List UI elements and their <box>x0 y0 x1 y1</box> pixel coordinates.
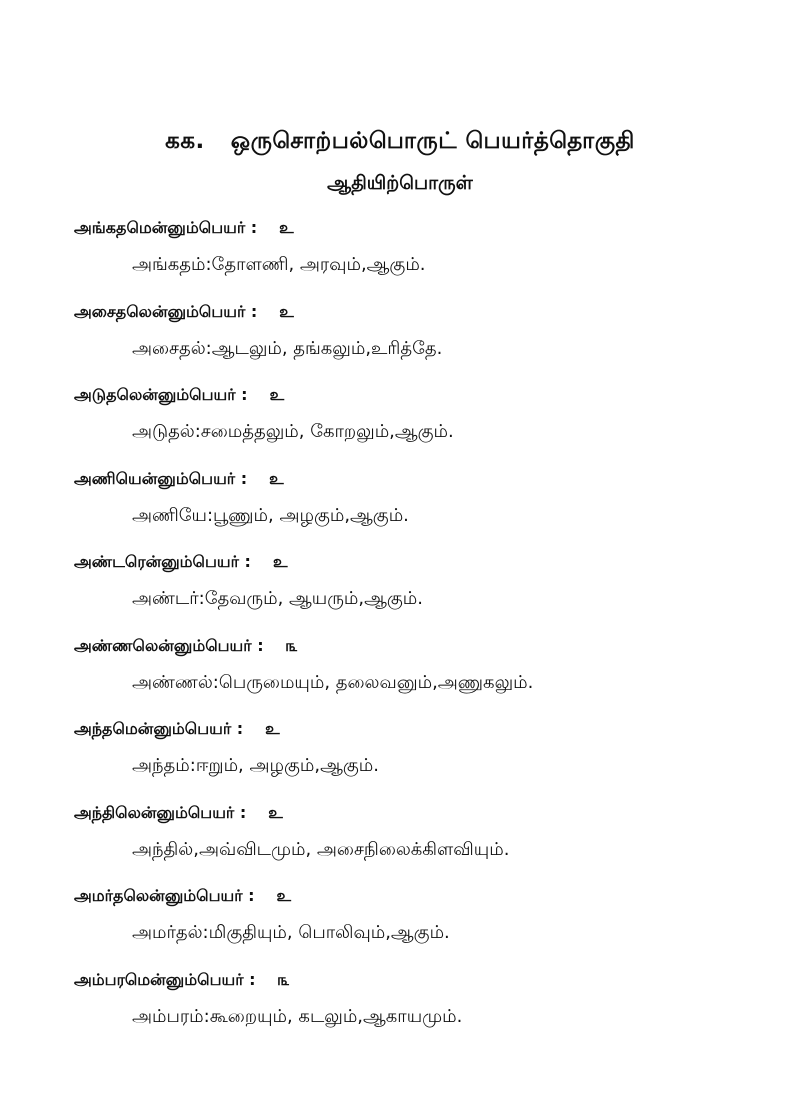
meaning-count: உ <box>268 802 283 822</box>
entry <box>74 469 774 553</box>
headword-line <box>74 552 287 573</box>
meaning-line: அந்தில்,அவ்விடமும், அசைநிலைக்கிளவியும். <box>132 838 510 860</box>
meaning-count: உ <box>269 468 284 488</box>
headword: அண்ணலென்னும்பெயர் : <box>74 635 264 655</box>
entry <box>74 552 774 636</box>
headword-line <box>74 302 294 323</box>
meaning-line: அடுதல்:சமைத்தலும், கோறலும்,ஆகும். <box>132 421 454 442</box>
meaning-line: அந்தம்:ஈறும், அழகும்,ஆகும். <box>132 755 379 776</box>
meaning-count: உ <box>276 886 292 905</box>
meaning-line: அசைதல்:ஆடலும், தங்கலும்,உரித்தே. <box>132 337 443 359</box>
entry <box>74 970 774 1054</box>
headword-line <box>74 803 283 824</box>
headword: அமர்தலென்னும்பெயர் : <box>74 886 255 905</box>
meaning-line: அணியே:பூணும், அழகும்,ஆகும். <box>132 504 409 526</box>
headword-line <box>74 886 291 907</box>
headword: அம்பரமென்னும்பெயர் : <box>74 969 256 989</box>
meaning-line: அண்ணல்:பெருமையும், தலைவனும்,அணுகலும். <box>132 671 534 693</box>
meaning-count: உ <box>272 552 288 571</box>
headword-line <box>74 218 294 239</box>
entry <box>74 218 774 302</box>
entry-list <box>74 218 774 1053</box>
headword: அடுதலென்னும்பெயர் : <box>74 385 248 404</box>
headword: அந்தமென்னும்பெயர் : <box>74 719 244 738</box>
entry <box>74 302 774 386</box>
meaning-count: ௩ <box>277 969 290 989</box>
meaning-count: உ <box>279 301 294 321</box>
headword: அந்திலென்னும்பெயர் : <box>74 802 247 822</box>
headword-line <box>74 719 280 740</box>
headword: அண்டரென்னும்பெயர் : <box>74 552 251 571</box>
meaning-count: உ <box>269 385 285 404</box>
headword: அசைதலென்னும்பெயர் : <box>74 301 258 321</box>
headword: அங்கதமென்னும்பெயர் : <box>74 218 258 237</box>
meaning-line: அம்பரம்:கூறையும், கடலும்,ஆகாயமும். <box>132 1005 463 1027</box>
meaning-count: ௩ <box>285 635 298 655</box>
entry <box>74 886 774 970</box>
headword: அணியென்னும்பெயர் : <box>74 468 248 488</box>
section-subtitle: ஆதியிற்பொருள் <box>327 172 473 194</box>
meaning-count: உ <box>265 719 280 738</box>
entry <box>74 636 774 720</box>
chapter-number: கக. <box>165 128 205 154</box>
meaning-line: அமர்தல்:மிகுதியும், பொலிவும்,ஆகும். <box>132 922 450 943</box>
chapter-heading <box>0 128 800 157</box>
entry <box>74 803 774 887</box>
chapter-title: ஒருசொற்பல்பொருட் பெயர்த்தொகுதி <box>230 128 635 154</box>
entry <box>74 719 774 803</box>
headword-line <box>74 469 284 490</box>
headword-line <box>74 970 290 991</box>
meaning-count: உ <box>279 218 294 237</box>
headword-line <box>74 636 298 657</box>
meaning-line: அங்கதம்:தோளணி, அரவும்,ஆகும். <box>132 254 426 275</box>
headword-line <box>74 385 284 406</box>
entry <box>74 385 774 469</box>
meaning-line: அண்டர்:தேவரும், ஆயரும்,ஆகும். <box>132 588 423 609</box>
